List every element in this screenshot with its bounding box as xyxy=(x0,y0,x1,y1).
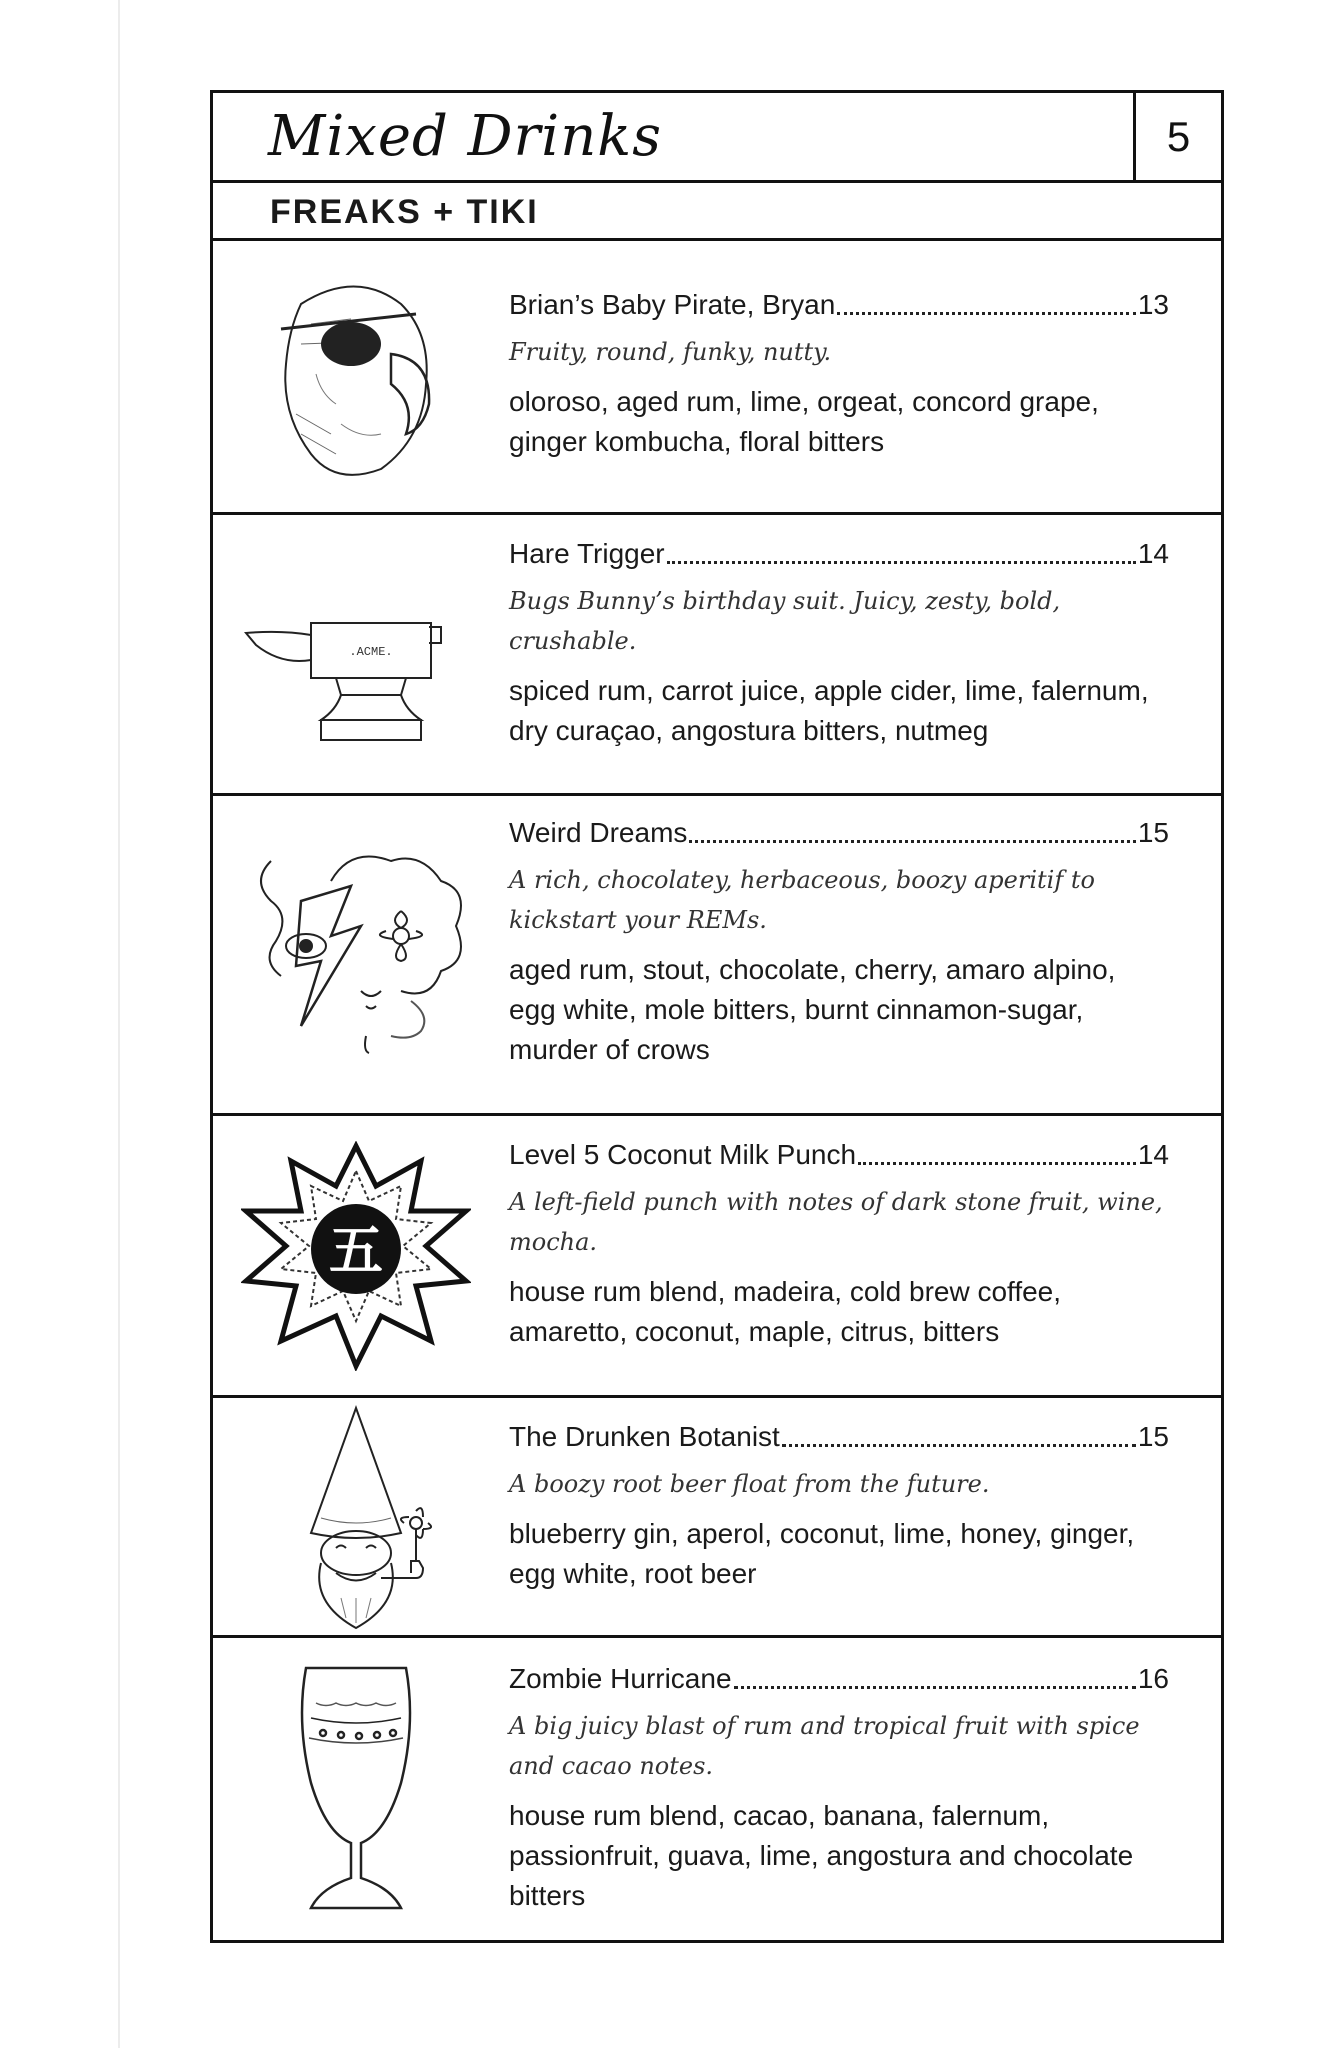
menu-item xyxy=(213,1116,1221,1398)
item-name: Zombie Hurricane xyxy=(509,1663,732,1694)
item-name: Hare Trigger xyxy=(509,538,665,569)
dot-leader xyxy=(734,1686,1136,1689)
menu-card xyxy=(210,90,1224,1943)
page-number-box xyxy=(1133,93,1221,180)
item-name: Brian’s Baby Pirate, Bryan xyxy=(509,289,836,320)
menu-item xyxy=(213,1398,1221,1638)
item-price: 15 xyxy=(1137,1421,1169,1452)
item-description: A rich, chocolatey, herbaceous, boozy aperitif to kickstart your REMs. xyxy=(509,866,1095,934)
title-row xyxy=(213,93,1221,183)
item-ingredients: house rum blend, madeira, cold brew coffee, amaretto, coconut, maple, citrus, bitters xyxy=(509,1276,1062,1347)
item-name-row xyxy=(509,535,1169,573)
page-title: Mixed Drinks xyxy=(268,104,662,169)
dot-leader xyxy=(858,1162,1136,1165)
menu-item xyxy=(213,244,1221,515)
item-price: 13 xyxy=(1137,289,1169,320)
dream-cat-lightning-icon xyxy=(241,841,471,1071)
item-price: 14 xyxy=(1137,538,1169,569)
section-title: FREAKS + TIKI xyxy=(270,193,539,231)
item-name: Weird Dreams xyxy=(509,817,688,848)
item-description: Fruity, round, funky, nutty. xyxy=(509,338,832,366)
item-price: 16 xyxy=(1137,1663,1169,1694)
item-ingredients: blueberry gin, aperol, coconut, lime, honey, ginger, egg white, root beer xyxy=(509,1518,1135,1589)
dot-leader xyxy=(667,561,1136,564)
dot-leader xyxy=(782,1444,1136,1447)
item-description: A big juicy blast of rum and tropical fruit with spice and cacao notes. xyxy=(509,1712,1140,1780)
item-name: Level 5 Coconut Milk Punch xyxy=(509,1139,857,1170)
anvil-label: .ACME. xyxy=(349,645,393,659)
item-name: The Drunken Botanist xyxy=(509,1421,780,1452)
gnome-pipe-flower-icon xyxy=(241,1403,471,1633)
menu-item xyxy=(213,1638,1221,1943)
item-description: Bugs Bunny’s birthday suit. Juicy, zesty, bold, crushable. xyxy=(509,587,1061,655)
item-ingredients: oloroso, aged rum, lime, orgeat, concord grape, ginger kombucha, floral bitters xyxy=(509,386,1099,457)
item-description: A boozy root beer float from the future. xyxy=(509,1470,990,1498)
item-name-row xyxy=(509,1136,1169,1174)
page-number: 5 xyxy=(1166,113,1191,160)
acme-anvil-icon xyxy=(241,545,471,775)
menu-item xyxy=(213,796,1221,1116)
item-name-row xyxy=(509,286,1169,324)
item-name-row xyxy=(509,1660,1169,1698)
dot-leader xyxy=(837,312,1136,315)
tulip-glass-icon xyxy=(241,1663,471,1923)
item-ingredients: aged rum, stout, chocolate, cherry, amaro alpino, egg white, mole bitters, burnt cinnamon-sugar, murder of crows xyxy=(509,954,1116,1065)
item-name-row xyxy=(509,1418,1169,1456)
page-edge xyxy=(118,0,120,2048)
parrot-eyepatch-icon xyxy=(241,264,471,494)
starburst-five-emblem-icon xyxy=(241,1141,471,1371)
item-ingredients: house rum blend, cacao, banana, falernum, passionfruit, guava, lime, angostura and chocolate bitters xyxy=(509,1800,1134,1911)
emblem-glyph: 五 xyxy=(329,1219,383,1282)
section-row xyxy=(213,183,1221,241)
item-description: A left-field punch with notes of dark stone fruit, wine, mocha. xyxy=(509,1188,1163,1256)
menu-item xyxy=(213,515,1221,796)
item-name-row xyxy=(509,814,1169,852)
dot-leader xyxy=(689,840,1135,843)
item-price: 15 xyxy=(1137,817,1169,848)
item-ingredients: spiced rum, carrot juice, apple cider, lime, falernum, dry curaçao, angostura bitters, nutmeg xyxy=(509,675,1149,746)
item-price: 14 xyxy=(1137,1139,1169,1170)
